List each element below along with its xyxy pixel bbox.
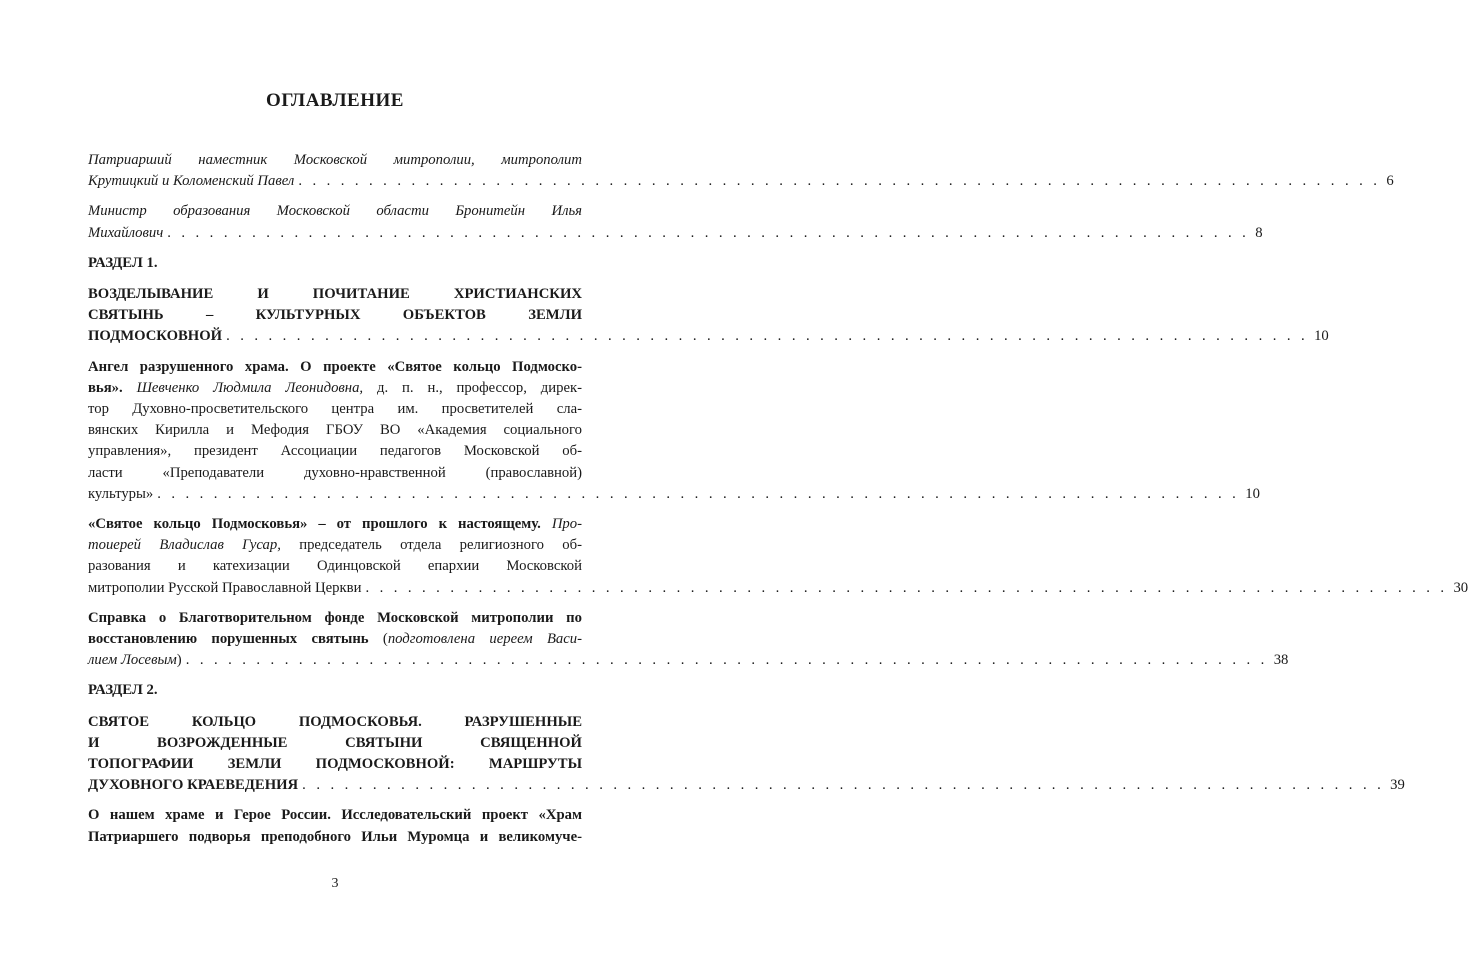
entry-line: Михайлович <box>88 224 164 241</box>
page-ref: 10 <box>1314 328 1329 345</box>
entry-line: СВЯТЫНЬ – КУЛЬТУРНЫХ ОБЪЕКТОВ ЗЕМЛИ <box>88 307 582 324</box>
leader-dots: . . . . . . . . . . . . . . . . . . . . . . . . . . . . . . . . . . . . . . . . . . . . . . . . . . . . . . . . . . . . . . . . . . . . . . . . . . . . . <box>185 652 1268 669</box>
entry-line: Ангел разрушенного храма. О проекте «Святое кольцо Подмоско- <box>88 358 582 375</box>
entry-line: председатель отдела религиозного об- <box>299 537 582 554</box>
leader-dots: . . . . . . . . . . . . . . . . . . . . . . . . . . . . . . . . . . . . . . . . . . . . . . . . . . . . . . . . . . . . . . . . . . . . . . . . . . . . . <box>167 224 1250 241</box>
entry-author: лием Лосевым <box>88 652 177 669</box>
entry-line: СВЯТОЕ КОЛЬЦО ПОДМОСКОВЬЯ. РАЗРУШЕННЫЕ <box>88 713 582 730</box>
toc-entry[interactable] <box>88 514 1468 599</box>
page-title: ОГЛАВЛЕНИЕ <box>266 90 404 111</box>
entry-line: И ВОЗРОЖДЕННЫЕ СВЯТЫНИ СВЯЩЕННОЙ <box>88 734 582 751</box>
entry-author: Шевченко Людмила Леонидовна, <box>136 379 364 396</box>
page-ref: 8 <box>1255 224 1263 241</box>
entry-line: Справка о Благотворительном фонде Московской митрополии по <box>88 609 582 626</box>
toc-entry[interactable] <box>88 712 1405 797</box>
entry-line: управления», президент Ассоциации педагогов Московской об- <box>88 443 582 460</box>
entry-title: вья». <box>88 379 123 396</box>
entry-line: ) <box>176 652 182 669</box>
page-ref: 38 <box>1273 652 1289 669</box>
entry-line: тор Духовно-просветительского центра им. просветителей сла- <box>88 401 582 418</box>
leader-dots: . . . . . . . . . . . . . . . . . . . . . . . . . . . . . . . . . . . . . . . . . . . . . . . . . . . . . . . . . . . . . . . . . . . . . . . . . . . . . <box>226 328 1309 345</box>
page-ref: 10 <box>1245 485 1260 502</box>
page-ref: 30 <box>1453 579 1468 596</box>
entry-title: «Святое кольцо Подмосковья» – от прошлого к настоящему. <box>88 516 541 533</box>
entry-line: Патриаршего подворья преподобного Ильи Муромца и великомуче- <box>88 828 582 845</box>
entry-line: митрополии Русской Православной Церкви <box>88 579 362 596</box>
toc-entry[interactable] <box>88 608 1289 672</box>
entry-line: ТОПОГРАФИИ ЗЕМЛИ ПОДМОСКОВНОЙ: МАРШРУТЫ <box>88 756 582 773</box>
toc-entry[interactable] <box>88 284 1329 348</box>
entry-line: ВОЗДЕЛЫВАНИЕ И ПОЧИТАНИЕ ХРИСТИАНСКИХ <box>88 286 582 303</box>
entry-line: д. п. н., профессор, дирек- <box>377 379 583 396</box>
entry-line: О нашем храме и Герое России. Исследовательский проект «Храм <box>88 807 582 824</box>
entry-line: культуры» <box>88 485 154 502</box>
section-heading: РАЗДЕЛ 2. <box>88 682 158 699</box>
toc-entry[interactable] <box>88 150 1394 192</box>
entry-title: восстановлению порушенных святынь <box>88 631 369 648</box>
table-of-contents <box>88 150 1468 857</box>
entry-line: ПОДМОСКОВНОЙ <box>88 328 223 345</box>
entry-line: разования и катехизации Одинцовской епархии Московской <box>88 558 582 575</box>
page-ref: 6 <box>1386 173 1394 190</box>
entry-author: тоиерей Владислав Гусар, <box>88 537 281 554</box>
entry-line: ( <box>382 631 388 648</box>
entry-author: подготовлена иереем Васи- <box>387 631 583 648</box>
page-number: 3 <box>331 876 339 891</box>
section-heading: РАЗДЕЛ 1. <box>88 254 158 271</box>
leader-dots: . . . . . . . . . . . . . . . . . . . . . . . . . . . . . . . . . . . . . . . . . . . . . . . . . . . . . . . . . . . . . . . . . . . . . . . . . . . . . <box>157 485 1240 502</box>
entry-line: вянских Кирилла и Мефодия ГБОУ ВО «Академия социального <box>88 422 582 439</box>
toc-entry[interactable] <box>88 201 1263 243</box>
toc-entry[interactable] <box>88 357 1260 505</box>
entry-line: Крутицкий и Коломенский Павел <box>88 173 295 190</box>
entry-line: ласти «Преподаватели духовно-нравственной (православной) <box>88 464 582 481</box>
leader-dots: . . . . . . . . . . . . . . . . . . . . . . . . . . . . . . . . . . . . . . . . . . . . . . . . . . . . . . . . . . . . . . . . . . . . . . . . . . . . . <box>302 777 1385 794</box>
leader-dots: . . . . . . . . . . . . . . . . . . . . . . . . . . . . . . . . . . . . . . . . . . . . . . . . . . . . . . . . . . . . . . . . . . . . . . . . . . . . . <box>365 579 1448 596</box>
page-ref: 39 <box>1390 777 1405 794</box>
entry-line: Министр образования Московской области Бронитейн Илья <box>88 203 582 220</box>
entry-author: Про- <box>551 516 583 533</box>
leader-dots: . . . . . . . . . . . . . . . . . . . . . . . . . . . . . . . . . . . . . . . . . . . . . . . . . . . . . . . . . . . . . . . . . . . . . . . . . . . . . <box>298 173 1381 190</box>
toc-entry[interactable] <box>88 805 582 847</box>
entry-line: ДУХОВНОГО КРАЕВЕДЕНИЯ <box>88 777 299 794</box>
entry-line: Патриарший наместник Московской митрополии, митрополит <box>88 152 582 168</box>
